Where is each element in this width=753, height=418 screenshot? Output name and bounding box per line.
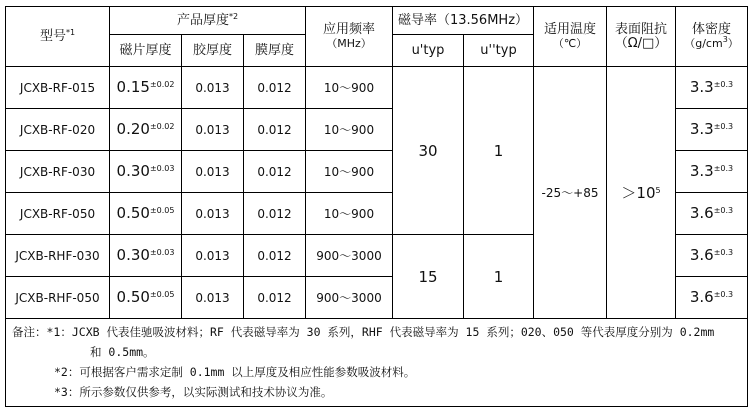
cell-rhf-u1: 15 <box>393 235 464 319</box>
note-1-cont: 和 0.5mm。 <box>90 345 155 359</box>
header-temp: 适用温度 （℃） <box>534 7 607 67</box>
header-glue: 胶厚度 <box>182 35 244 67</box>
cell-sheet: $0.50^{\pm 0.05}$ <box>110 193 182 235</box>
cell-model: JCXB-RF-020 <box>6 109 110 151</box>
header-perm: 磁导率（13.56MHz） <box>393 7 534 35</box>
cell-freq: 10～900 <box>306 109 393 151</box>
notes-cell <box>6 319 748 407</box>
spec-table <box>5 6 748 407</box>
cell-density: $3.3^{\pm 0.3}$ <box>676 67 748 109</box>
cell-rhf-u2: 1 <box>464 235 534 319</box>
cell-sheet: $0.15^{\pm 0.02}$ <box>110 67 182 109</box>
cell-density: $3.3^{\pm 0.3}$ <box>676 109 748 151</box>
cell-film: 0.012 <box>244 109 306 151</box>
cell-sheet: $0.20^{\pm 0.02}$ <box>110 109 182 151</box>
cell-film: 0.012 <box>244 235 306 277</box>
cell-sheet: $0.50^{\pm 0.05}$ <box>110 277 182 319</box>
cell-freq: 10～900 <box>306 151 393 193</box>
cell-density: $3.6^{\pm 0.3}$ <box>676 193 748 235</box>
header-freq: 应用频率 （MHz） <box>306 7 393 67</box>
cell-film: 0.012 <box>244 67 306 109</box>
cell-rf-u1: 30 <box>393 67 464 235</box>
cell-model: JCXB-RF-015 <box>6 67 110 109</box>
header-sheet: 磁片厚度 <box>110 35 182 67</box>
cell-res: $>10^5$ <box>607 67 676 319</box>
header-res: 表面阻抗 （Ω/□） <box>607 7 676 67</box>
cell-model: JCXB-RHF-050 <box>6 277 110 319</box>
cell-freq: 10～900 <box>306 67 393 109</box>
cell-glue: 0.013 <box>182 151 244 193</box>
cell-sheet: $0.30^{\pm 0.03}$ <box>110 235 182 277</box>
header-density: 体密度 $(g/cm^3)$ <box>676 7 748 67</box>
cell-glue: 0.013 <box>182 235 244 277</box>
table-row <box>6 67 748 109</box>
note-3: *3：所示参数仅供参考，以实际测试和技术协议为准。 <box>54 385 333 399</box>
header-u1: u'typ <box>393 35 464 67</box>
cell-freq: 900～3000 <box>306 277 393 319</box>
header-thickness: 产品厚度$^{*2}$ <box>110 7 306 35</box>
cell-density: $3.3^{\pm 0.3}$ <box>676 151 748 193</box>
cell-film: 0.012 <box>244 277 306 319</box>
cell-film: 0.012 <box>244 151 306 193</box>
note-2: *2：可根据客户需求定制 0.1mm 以上厚度及相应性能参数吸波材料。 <box>54 365 416 379</box>
cell-glue: 0.013 <box>182 109 244 151</box>
cell-model: JCXB-RHF-030 <box>6 235 110 277</box>
cell-model: JCXB-RF-050 <box>6 193 110 235</box>
cell-rf-u2: 1 <box>464 67 534 235</box>
cell-temp: -25～+85 <box>534 67 607 319</box>
header-model: 型号$^{*1}$ <box>6 7 110 67</box>
cell-freq: 10～900 <box>306 193 393 235</box>
header-film: 膜厚度 <box>244 35 306 67</box>
header-u2: u''typ <box>464 35 534 67</box>
cell-density: $3.6^{\pm 0.3}$ <box>676 235 748 277</box>
cell-glue: 0.013 <box>182 67 244 109</box>
note-1: 备注：*1：JCXB 代表佳驰吸波材料；RF 代表磁导率为 30 系列，RHF 代表磁导率为 15 系列；020、050 等代表厚度分别为 0.2mm <box>12 325 715 339</box>
cell-film: 0.012 <box>244 193 306 235</box>
cell-glue: 0.013 <box>182 193 244 235</box>
cell-glue: 0.013 <box>182 277 244 319</box>
cell-density: $3.6^{\pm 0.3}$ <box>676 277 748 319</box>
cell-freq: 900～3000 <box>306 235 393 277</box>
cell-model: JCXB-RF-030 <box>6 151 110 193</box>
cell-sheet: $0.30^{\pm 0.03}$ <box>110 151 182 193</box>
